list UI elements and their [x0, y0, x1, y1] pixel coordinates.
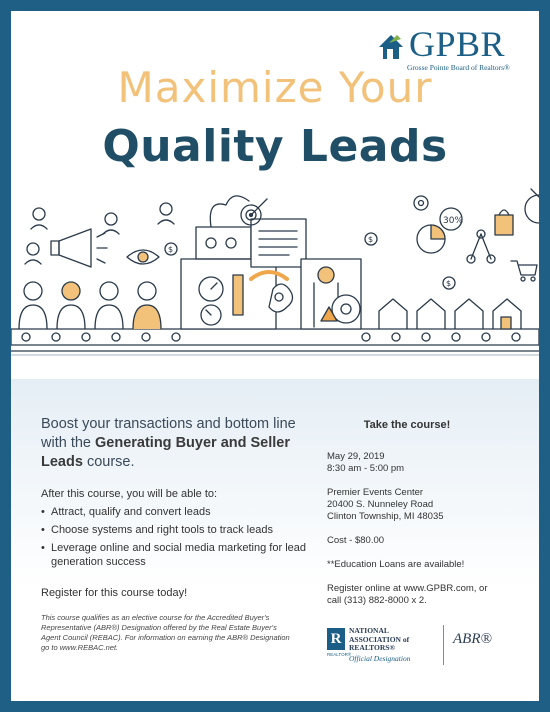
intro-after: course.	[82, 454, 135, 470]
nar-designation: Official Designation	[349, 654, 411, 663]
house-logo-icon	[377, 29, 409, 61]
svg-text:30%: 30%	[443, 216, 464, 226]
event-details	[327, 419, 527, 619]
cost: Cost - $80.00	[327, 535, 385, 546]
logo-subtitle: Grosse Pointe Board of Realtors®	[407, 63, 510, 72]
register-online	[327, 583, 527, 607]
abr-logo: ABR®	[453, 631, 492, 647]
intro-text	[41, 415, 311, 472]
venue-address: 20400 S. Nunneley Road	[327, 499, 434, 510]
event-date: May 29, 2019	[327, 451, 385, 462]
svg-text:$: $	[168, 245, 174, 254]
education-loans: **Education Loans are available!	[327, 559, 465, 570]
abr-fine-print: This course qualifies as an elective course for the Accredited Buyer's Representative (ABR®) Designation offered by the Real Estate Buyer's Agent Council (REBAC). For information on earning the ABR® Designation go to www.REBAC.net.	[41, 613, 290, 652]
people-row	[19, 282, 161, 329]
svg-text:$: $	[446, 279, 452, 288]
svg-text:$: $	[368, 235, 374, 244]
logo-divider	[443, 625, 444, 665]
headline-line1: Maximize Your	[117, 63, 433, 112]
lead-machine	[181, 196, 361, 329]
venue-block	[327, 487, 527, 523]
logo-name: GPBR	[409, 24, 506, 64]
percent-badge	[440, 208, 463, 230]
lead-generation-illustration	[11, 179, 539, 379]
benefit-item: • Choose systems and right tools to track leads	[41, 523, 311, 537]
venue-city: Clinton Township, MI 48035	[327, 511, 444, 522]
megaphone-icon	[51, 229, 107, 267]
course-details-panel	[11, 379, 539, 701]
pie-chart-icon	[417, 225, 445, 253]
date-time-block	[327, 451, 527, 475]
register-line2: call (313) 882-8000 x 2.	[327, 595, 427, 606]
course-description	[41, 415, 311, 653]
intro-before: Boost your transactions and bottom line with the	[41, 416, 296, 451]
register-line1: Register online at www.GPBR.com, or	[327, 583, 488, 594]
benefits-list	[41, 505, 311, 569]
register-today: Register for this course today!	[41, 587, 188, 599]
nar-logo-text	[349, 627, 409, 653]
realtor-r-icon: R	[327, 628, 345, 650]
eye-icon	[127, 250, 159, 264]
headline-line2: Quality Leads	[102, 121, 448, 172]
realtor-mark: REALTOR®	[327, 652, 352, 657]
houses-row	[379, 299, 521, 329]
benefit-item: • Attract, qualify and convert leads	[41, 505, 311, 519]
venue-name: Premier Events Center	[327, 487, 424, 498]
footer-logos	[327, 623, 527, 673]
flyer-sheet	[11, 11, 539, 701]
nar-line1: NATIONAL	[349, 626, 389, 635]
cart-icon	[511, 261, 537, 281]
benefit-item: • Leverage online and social media marketing for lead generation success	[41, 541, 311, 569]
network-icon	[467, 230, 495, 263]
event-time: 8:30 am - 5:00 pm	[327, 463, 405, 474]
take-course-heading: Take the course!	[363, 419, 451, 431]
nar-line2: ASSOCIATION of	[349, 634, 410, 644]
nar-line3: REALTORS®	[349, 643, 396, 652]
gear-icon	[414, 196, 428, 210]
course-name: Generating Buyer and Seller Leads	[41, 435, 291, 470]
after-course-label: After this course, you will be able to:	[41, 488, 218, 500]
shopping-bag-icon	[495, 210, 513, 235]
